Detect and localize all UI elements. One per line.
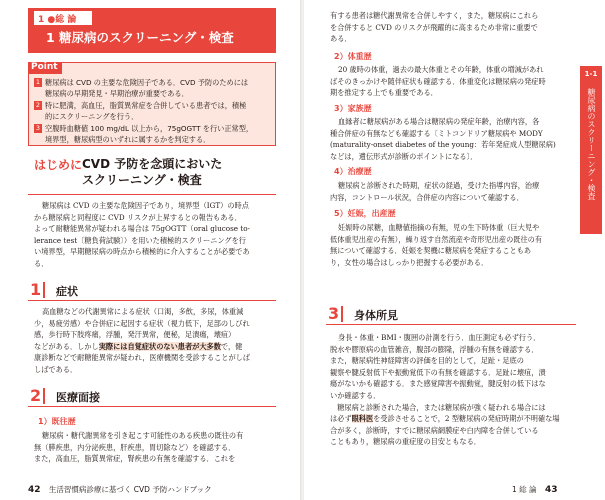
section-2-rule [28, 406, 276, 407]
point-line: 境界型，糖尿病型のいずれに属するかを判定する． [45, 135, 211, 144]
body-line: 血縁者に糖尿病がある場合は糖尿病の発症年齢，治療内容，各 [338, 117, 540, 126]
section-2-title: 医療面接 [56, 391, 100, 404]
chapter-label: 1 ●総 論 [38, 15, 77, 25]
body-line: 糖尿病は CVD の主要な危険因子であり，境界型（IGT）の時点 [42, 201, 249, 210]
body-line: 康診断などで耐糖能異常が疑われ，医療機関を受診することがしば [34, 353, 251, 363]
chapter-side-tab [580, 66, 602, 234]
body-line: lerance test〔糖負荷試験〕）を用いた積極的スクリーニングを行 [34, 235, 246, 245]
body-line: 高血糖などの代謝異常による症状（口渇，多飲，多尿，体重減 [42, 307, 244, 316]
body-line: 妊娠時の尿糖，血糖値指摘の有無，児の生下時体重（巨大児や [338, 223, 540, 232]
subsection-body [330, 222, 542, 268]
body-line: 低体重児出産の有無），繰り返す自然流産や奇形児出産の既往の有 [330, 234, 543, 244]
body-line: などは，遺伝形式が診断のポイントになる〕． [330, 151, 478, 161]
section-2-number: 2 [30, 386, 42, 405]
subsection-body [34, 430, 243, 465]
body-line: 有する患者は糖代謝異常を合併しやすく，また，糖尿病にこれら [330, 11, 539, 20]
point-label: Point [31, 62, 58, 72]
body-line: 無（膵疾患，内分泌疾患，肝疾患，胃切除など）を確認する． [34, 442, 236, 452]
body-line: 期を推定する上でも重要である． [330, 88, 438, 98]
body-line: を合併すると CVD のリスクが飛躍的に高まるため非常に重要で [330, 22, 538, 32]
body-line: る． [34, 258, 49, 268]
side-tab-section: 1-1 [584, 70, 598, 78]
body-line: い境界型，早期糖尿病の時点から積極的に介入することが必要であ [34, 247, 250, 257]
subsection-body [330, 180, 539, 203]
right-footer [512, 484, 557, 495]
section-3-rule [326, 324, 576, 325]
body-line: いか確認する． [330, 390, 381, 400]
body-text: は必ず [330, 414, 352, 424]
body-line: 種合併症の有無なども確認する〔ミトコンドリア糖尿病や MODY [330, 128, 543, 138]
intro-body [34, 200, 250, 270]
subsection-title: 2）体重歴 [334, 52, 372, 61]
section-3-bar [341, 306, 343, 322]
point-line: 的にスクリーニングを行う． [45, 112, 139, 121]
subsection-title: 4）治療歴 [334, 167, 372, 176]
body-line: 糖尿病・糖代謝異常を引き起こす可能性のある疾患の既往の有 [42, 431, 244, 440]
body-line: (maturality-onset diabetes of the young：若年発症成人型糖尿病) [330, 140, 556, 150]
subsection-title: 1）既往歴 [38, 417, 76, 426]
body-line: ばそのきっかけや随伴症状も確認する．体重変化は糖尿病の発症時 [330, 76, 546, 86]
point-item-2 [34, 100, 246, 111]
body-line: また，糖尿病性神経障害の評価を目的として，足趾・足底の [330, 356, 524, 366]
point-label-tab [28, 62, 62, 74]
body-line: 糖尿病と診断された時期，症状の経過，受けた指導内容，治療 [338, 181, 540, 190]
body-line: よって耐糖能異常が疑われる場合は 75gOGTT（oral glucose to- [34, 224, 250, 234]
highlight-text: 眼科医 [351, 414, 374, 424]
body-line: 瘍がないかも確認する．また感覚障害や振動覚，腱反射の低下はな [330, 379, 546, 389]
body-line: 少，易疲労感）や合併症に起因する症状（視力低下，足部のしびれ [34, 318, 250, 328]
section-3-title: 身体所見 [354, 309, 398, 322]
body-line: 無について確認する．妊娠を契機に糖尿病を発症することもあ [330, 246, 532, 256]
section-1-bar [43, 282, 45, 298]
body-line: 観察や腱反射低下や振動覚低下の有無を確認する．足趾に壊疽，潰 [330, 367, 546, 377]
body-line: 内容，コントロール状況，合併症の内容について確認する． [330, 192, 524, 202]
section-1-rule [28, 300, 276, 301]
point-line: 特に肥満，高血圧，脂質異常症を合併している患者では，積極 [45, 101, 247, 110]
body-line: また，高血圧，脂質異常症，腎疾患の有無を確認する．これを [34, 454, 236, 464]
section-1-number: 1 [30, 280, 42, 299]
left-running-title: 生活習慣病診療に基づく CVD 予防ハンドブック [48, 485, 212, 494]
body-line: 脱水や膠原病の血管雑音，腹部の膨隆，浮腫の有無を確認する． [330, 344, 539, 354]
body-line: ある． [330, 34, 352, 44]
point-line: 空腹時血糖値 100 mg/dL 以上から，75gOGTT を行い正常型， [45, 124, 254, 133]
chapter-tab [34, 11, 92, 25]
subsection-title: 5）妊娠，出産歴 [334, 209, 396, 218]
body-line [34, 341, 250, 353]
body-line: 感，歩行時下肢疼痛，浮腫，発汗異常，便秘，足潰瘍，壊疽） [34, 330, 236, 340]
right-running-title: 1 総 論 [512, 485, 537, 494]
subsection-body [330, 64, 546, 99]
intro-label: はじめに [34, 158, 83, 172]
body-line: 合が多く，診断時，すでに糖尿病網膜症や白内障を合併している [330, 425, 539, 435]
point-line: 糖尿病は CVD の主要な危険因子である．CVD 予防のためには [45, 78, 249, 87]
section-2-bar [43, 388, 45, 404]
point-item-3 [34, 123, 253, 134]
intro-title [82, 156, 222, 188]
body-line: り，女性の場合はしっかり把握する必要がある． [330, 257, 489, 267]
point-num: 3 [35, 124, 41, 132]
body-text: で，健 [220, 341, 243, 351]
point-line: 糖尿病の早期発見・早期治療が重要である． [45, 89, 189, 98]
body-text: などがある．しかし [34, 341, 99, 351]
intro-title-line: スクリーニング・検査 [82, 173, 202, 187]
point-num: 1 [35, 78, 41, 86]
right-page-number: 43 [544, 485, 558, 495]
body-text: を受診させることで，2 型糖尿病の発症時期が不明確な場 [373, 414, 560, 424]
body-line: から糖尿病と同程度に CVD リスクが上昇するとの報告もある． [34, 212, 242, 222]
body-line: 糖尿病と診断された場合，または糖尿病が強く疑われる場合には [330, 402, 546, 412]
section-3-number: 3 [328, 304, 340, 323]
intro-title-line: CVD 予防を念頭においた [82, 157, 223, 171]
section-1-title: 症状 [56, 285, 78, 298]
point-num: 2 [35, 101, 41, 109]
subsection-title: 3）家族歴 [334, 104, 372, 113]
body-line: しばである． [34, 364, 78, 374]
right-top-body [330, 10, 538, 45]
intro-underline [28, 194, 276, 195]
body-line: 20 歳時の体重，過去の最大体重とその年齢，体重の増減があれ [338, 65, 544, 74]
left-footer [28, 484, 212, 495]
point-item-1 [34, 77, 248, 88]
left-page-number: 42 [28, 485, 41, 495]
body-line [330, 413, 560, 425]
body-line: こともあり，糖尿病の重症度の目安ともなる． [330, 437, 481, 447]
section-3-body [330, 332, 560, 448]
section-1-body [34, 306, 250, 376]
highlight-text: 実際には自覚症状のない患者が大多数 [98, 341, 221, 351]
section-title: 1 糖尿病のスクリーニング・検査 [46, 30, 234, 45]
subsection-body [330, 116, 556, 162]
side-tab-label: 糖尿病のスクリーニング・検査 [587, 88, 596, 200]
body-line: 身長・体重・BMI・腹囲の計測を行う．血圧測定も必ず行う． [338, 333, 541, 342]
